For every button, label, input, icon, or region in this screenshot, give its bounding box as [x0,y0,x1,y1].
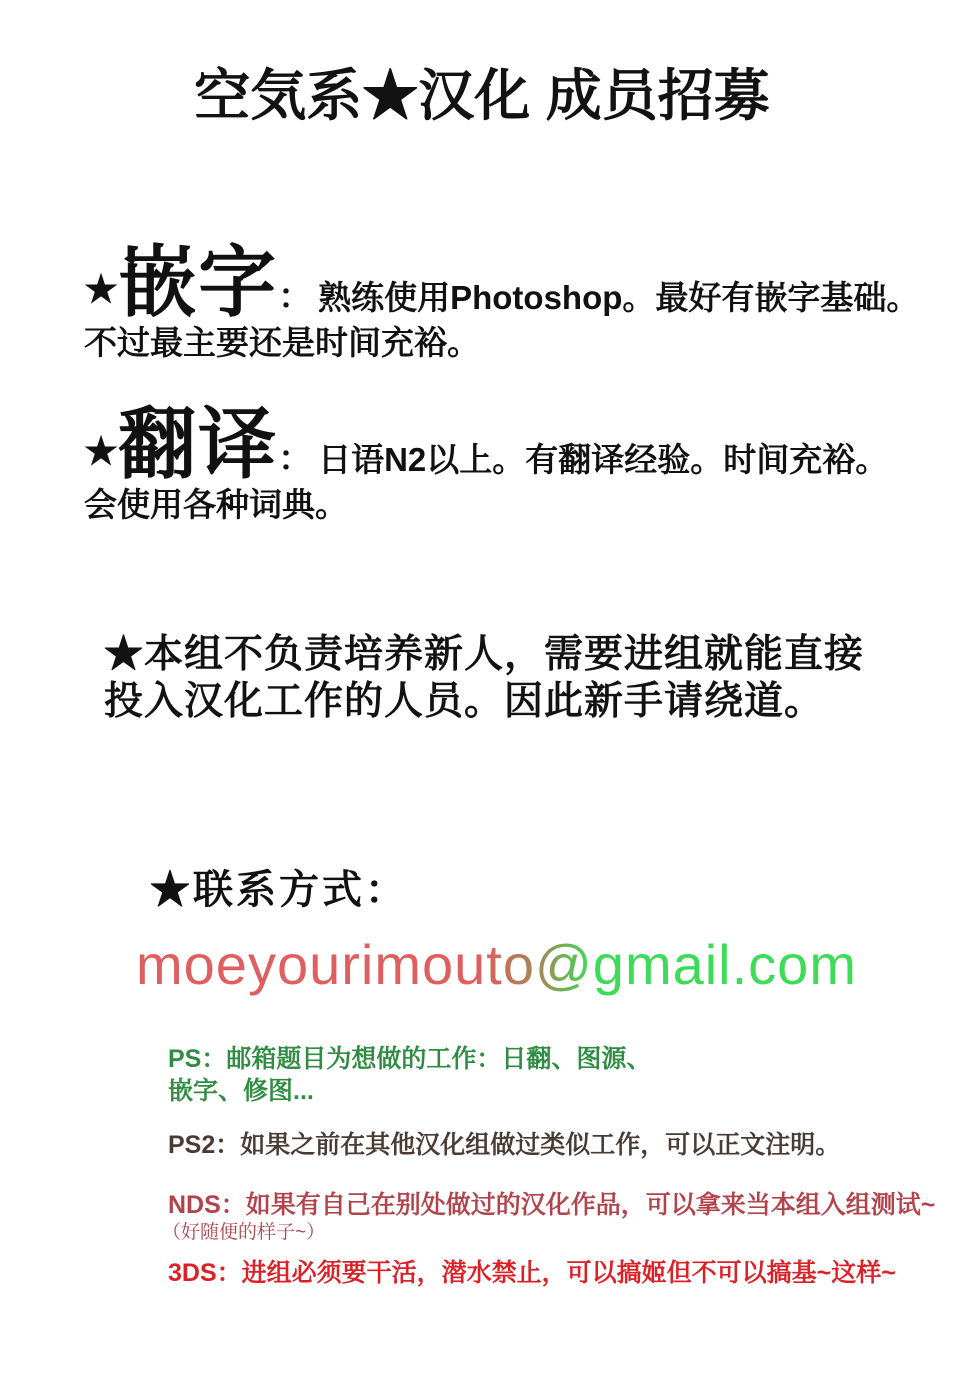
note-ps-line2: 嵌字、修图... [168,1076,314,1105]
no-newbies-notice [104,632,864,726]
role-requirements-line1: 日语N2以上。有翻译经验。时间充裕。 [318,441,889,478]
note-3ds-line1: 3DS：进组必须要干活，潜水禁止，可以搞姬但不可以搞基~这样~ [168,1259,896,1287]
requirement-typesetting [84,238,920,361]
note-nds [162,1190,936,1244]
note-ps2-line1: PS2：如果之前在其他汉化组做过类似工作，可以正文注明。 [168,1131,841,1159]
contact-heading: ★联系方式： [150,868,408,912]
note-3ds [168,1258,896,1290]
poster-title: 空気系★汉化 成员招募 [194,64,770,127]
note-nds-subnote: （好随便的样子~） [162,1221,326,1243]
role-requirements-line2: 会使用各种词典。 [84,486,348,523]
contact-email: moeyourimouto@gmail.com [136,933,857,996]
note-ps [168,1044,651,1107]
star-icon: ★ [84,431,119,473]
note-ps-line1: PS：邮箱题目为想做的工作：日翻、图源、 [168,1045,652,1073]
note-ps2 [168,1130,840,1162]
note-nds-line1: NDS：如果有自己在别处做过的汉化作品，可以拿来当本组入组测试~ [168,1191,936,1219]
star-icon: ★ [84,269,119,311]
role-name-typesetting: 嵌字 [118,238,279,326]
notice-line1: ★本组不负责培养新人，需要进组就能直接 [104,633,865,676]
role-colon: ： [278,278,313,316]
role-name-translation: 翻译 [118,400,279,488]
requirement-translation [84,400,889,523]
role-colon: ： [278,440,313,478]
notice-line2: 投入汉化工作的人员。因此新手请绕道。 [104,679,825,723]
role-requirements-line1: 熟练使用Photoshop。最好有嵌字基础。 [318,279,920,316]
role-requirements-line2: 不过最主要还是时间充裕。 [84,324,480,361]
